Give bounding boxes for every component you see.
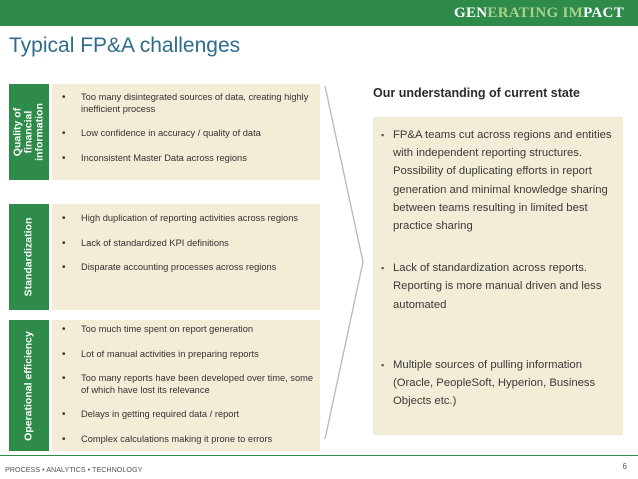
- section-label: [13, 103, 46, 161]
- challenge-bullet: • Lot of manual activities in preparing reports: [62, 349, 314, 361]
- challenge-bullet: • Low confidence in accuracy / quality of data: [62, 128, 314, 140]
- brand-text-part2: ERATING IM: [487, 5, 584, 21]
- brand-text-part3: PACT: [583, 5, 624, 21]
- page-title: Typical FP&A challenges: [9, 34, 241, 57]
- section-content: [52, 84, 320, 180]
- section-content: [52, 204, 320, 310]
- header-bar: [0, 0, 638, 26]
- challenge-bullet: • Too many reports have been developed over time, some of which have lost its relevance: [62, 373, 314, 396]
- current-state-point: ▪ Lack of standardization across reports. Reporting is more manual driven and less automated: [379, 259, 615, 314]
- challenge-section-standardization: [9, 204, 320, 310]
- challenge-section-quality: [9, 84, 320, 180]
- current-state-panel: [373, 117, 623, 435]
- section-label-bar: [9, 84, 49, 180]
- section-label-bar: [9, 320, 49, 451]
- current-state-point: ▪ Multiple sources of pulling information (Oracle, PeopleSoft, Hyperion, Business Objects etc.): [379, 356, 615, 411]
- challenge-bullet: • Complex calculations making it prone to errors: [62, 434, 314, 446]
- brand-text-part1: GEN: [454, 5, 488, 21]
- section-label: [24, 331, 35, 441]
- section-label-line: Standardization: [22, 217, 35, 297]
- section-label: [24, 218, 35, 297]
- current-state-point: ▪ FP&A teams cut across regions and entities with independent reporting structures. Possibility of duplicating efforts in report generation and minimal knowledge sharing between teams resulting in limited best practice sharing: [379, 126, 615, 235]
- section-label-line: financial: [22, 110, 35, 154]
- challenge-bullet: • High duplication of reporting activities across regions: [62, 213, 314, 225]
- challenge-bullet: • Inconsistent Master Data across regions: [62, 153, 314, 165]
- current-state-title: Our understanding of current state: [373, 86, 580, 100]
- challenge-bullet: • Too many disintegrated sources of data, creating highly inefficient process: [62, 92, 314, 115]
- challenge-bullet: • Lack of standardized KPI definitions: [62, 238, 314, 250]
- brand-logo: [454, 5, 624, 22]
- page-number: 6: [622, 462, 627, 471]
- challenge-bullet: • Disparate accounting processes across regions: [62, 262, 314, 274]
- section-label-line: Operational efficiency: [22, 330, 35, 441]
- section-label-bar: [9, 204, 49, 310]
- challenge-bullet: • Too much time spent on report generation: [62, 324, 314, 336]
- section-label-line: Quality of: [11, 107, 24, 157]
- challenge-section-operational: [9, 320, 320, 451]
- chevron-bracket-icon: [323, 85, 367, 440]
- section-label-line: information: [33, 103, 46, 161]
- footer-tagline: PROCESS • ANALYTICS • TECHNOLOGY: [5, 465, 143, 474]
- footer-divider: [0, 455, 638, 456]
- section-content: [52, 320, 320, 451]
- challenge-bullet: • Delays in getting required data / report: [62, 409, 314, 421]
